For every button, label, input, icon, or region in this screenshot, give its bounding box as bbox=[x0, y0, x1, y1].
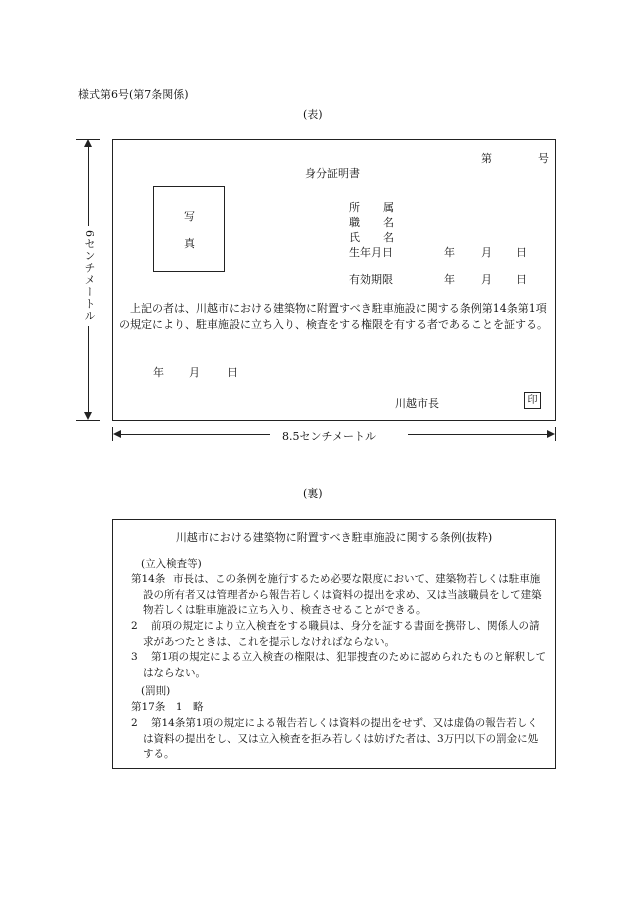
width-dimension-label: 8.5センチメートル bbox=[282, 430, 377, 443]
form-number-label: 様式第6号(第7条関係) bbox=[78, 88, 189, 101]
arrow-right-icon bbox=[547, 430, 555, 438]
article-17-p2-text: 第14条第1項の規定による報告若しくは資料の提出をせず、又は虚偽の報告若しくは資料の提出をし、又は立入検査を拒み若しくは妨げた者は、3万円以下の罰金に処する。 bbox=[143, 717, 539, 760]
field-name-b: 名 bbox=[383, 231, 394, 244]
issuer-label: 川越市長 bbox=[395, 397, 439, 410]
height-dimension-label: 6センチメートル bbox=[81, 226, 97, 326]
photo-box bbox=[153, 186, 225, 272]
arrow-down-icon bbox=[84, 412, 92, 420]
number-label-dai: 第 bbox=[481, 152, 492, 165]
photo-label-1: 写 bbox=[184, 210, 195, 223]
article-14-p3-no: 3 bbox=[131, 651, 138, 663]
field-affiliation-b: 属 bbox=[383, 201, 394, 214]
field-expiry: 有効期限 bbox=[349, 273, 393, 286]
birth-year-unit: 年 bbox=[444, 246, 455, 259]
width-dimension-line-left bbox=[120, 434, 270, 435]
front-side-label: (表) bbox=[303, 108, 323, 121]
heading-inspection: (立入検査等) bbox=[141, 558, 202, 570]
field-affiliation-a: 所 bbox=[349, 201, 360, 214]
expiry-year-unit: 年 bbox=[444, 273, 455, 286]
birth-month-unit: 月 bbox=[481, 246, 492, 259]
expiry-month-unit: 月 bbox=[481, 273, 492, 286]
seal-icon: 印 bbox=[524, 392, 541, 409]
width-dimension-line-right bbox=[408, 434, 548, 435]
card-title: 身分証明書 bbox=[305, 167, 360, 180]
back-side-label: (裏) bbox=[303, 487, 323, 500]
field-title-a: 職 bbox=[349, 216, 360, 229]
article-14-label: 第14条 bbox=[131, 573, 166, 585]
ordinance-title: 川越市における建築物に附置すべき駐車施設に関する条例(抜粋) bbox=[175, 531, 493, 544]
article-14-p2-no: 2 bbox=[131, 620, 138, 632]
card-body-text: 上記の者は、川越市における建築物に附置すべき駐車施設に関する条例第14条第1項の規定により、駐車施設に立ち入り、検査をする権限を有する者であることを証する。 bbox=[119, 302, 548, 331]
number-label-go: 号 bbox=[538, 152, 549, 165]
article-17-line: 第17条 1 略 bbox=[131, 701, 204, 713]
article-14-p3-text: 第1項の規定による立入検査の権限は、犯罪捜査のために認められたものと解釈してはならない。 bbox=[143, 651, 547, 679]
article-14-p2-text: 前項の規定により立入検査をする職員は、身分を証する書面を携帯し、関係人の請求があつたときは、これを提示しなければならない。 bbox=[143, 620, 540, 648]
birth-day-unit: 日 bbox=[516, 246, 527, 259]
arrow-up-icon bbox=[84, 139, 92, 147]
field-title-b: 名 bbox=[383, 216, 394, 229]
article-14-text: 市長は、この条例を施行するため必要な限度において、建築物若しくは駐車施設の所有者又は管理者から報告若しくは資料の提出を求め、又は当該職員をして建築物若しくは駐車施設に立ち入り、検査させることができる。 bbox=[143, 573, 542, 616]
issue-year-unit: 年 bbox=[153, 366, 164, 379]
height-bottom-tick bbox=[76, 420, 100, 421]
photo-label-2: 真 bbox=[184, 237, 195, 250]
heading-penalty: (罰則) bbox=[141, 685, 171, 697]
article-17-p2-no: 2 bbox=[131, 717, 138, 729]
id-card-back bbox=[112, 519, 556, 769]
field-name-a: 氏 bbox=[349, 231, 360, 244]
issue-month-unit: 月 bbox=[189, 366, 200, 379]
id-card-front bbox=[112, 139, 556, 421]
width-right-tick bbox=[555, 427, 556, 441]
issue-day-unit: 日 bbox=[227, 366, 238, 379]
expiry-day-unit: 日 bbox=[516, 273, 527, 286]
field-birthdate: 生年月日 bbox=[349, 246, 393, 259]
